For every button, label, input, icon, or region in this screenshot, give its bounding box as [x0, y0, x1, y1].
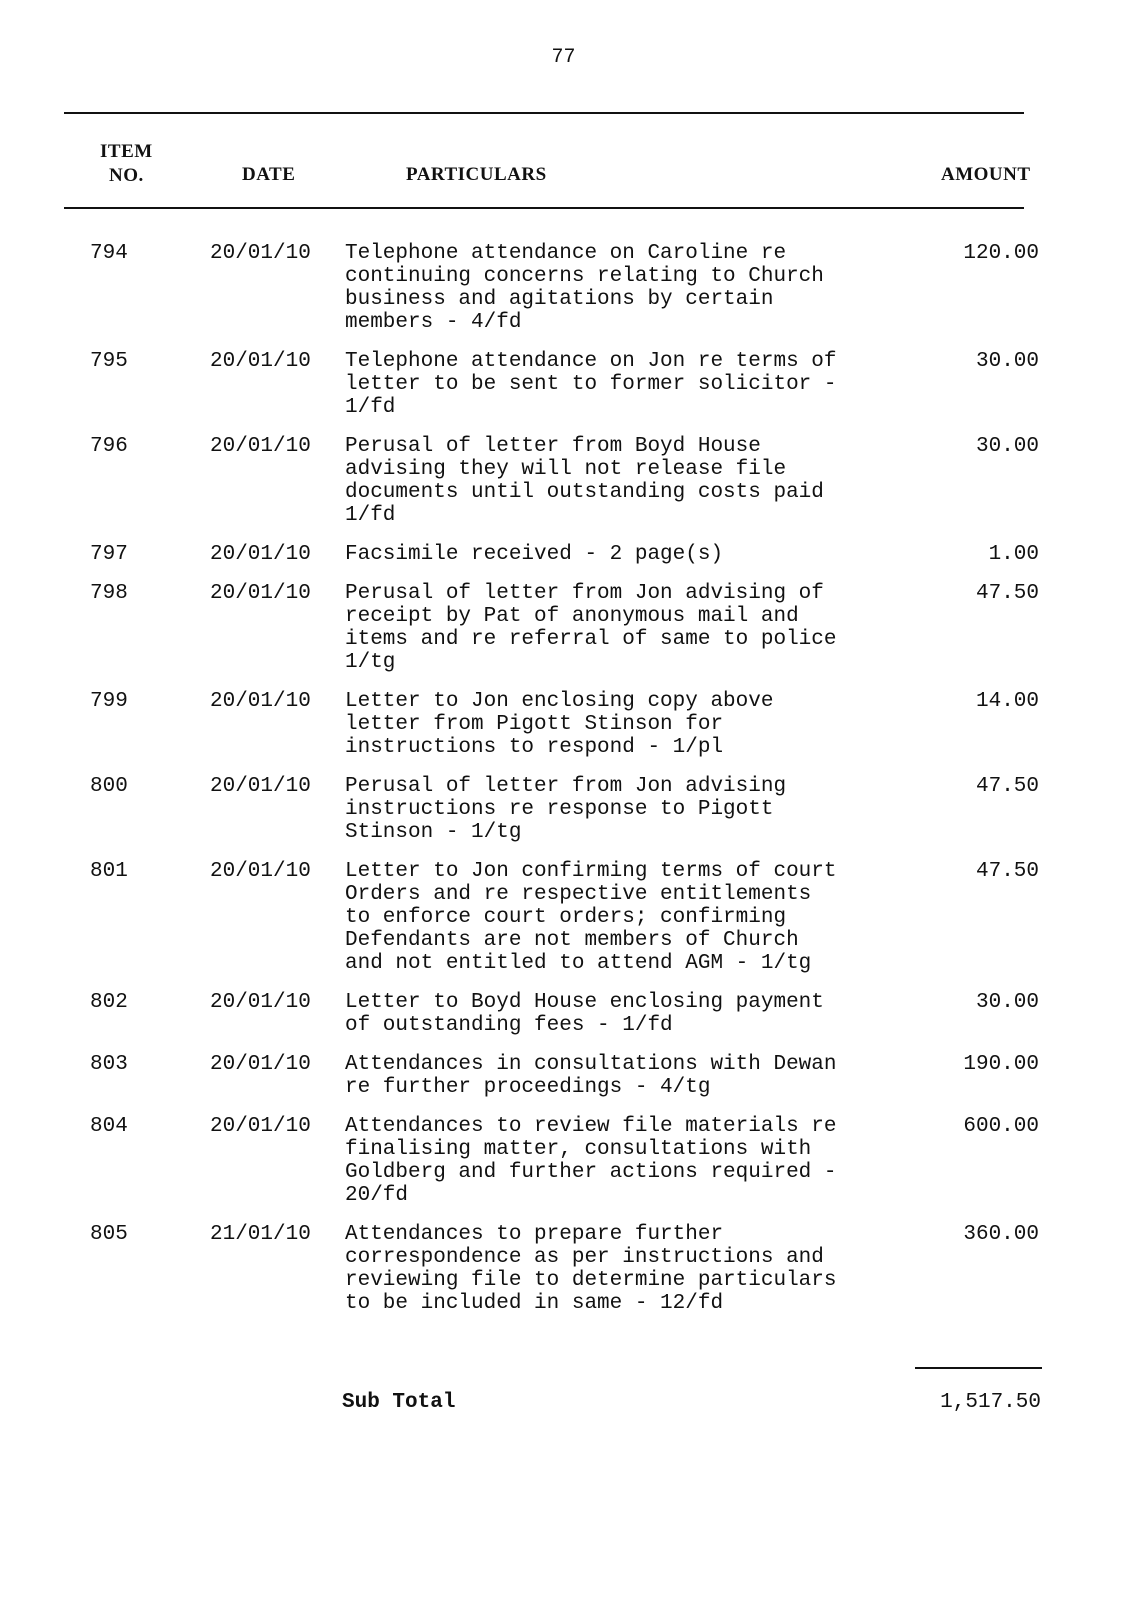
page-number: 77	[551, 46, 576, 69]
item-no: 799	[90, 690, 128, 713]
item-no: 803	[90, 1053, 128, 1076]
item-particulars: Letter to Jon confirming terms of court Orders and re respective entitlements to enforce court orders; confirming Defendants are not members of Church and not entitled to attend AGM - 1/tg	[345, 860, 837, 975]
item-no: 804	[90, 1115, 128, 1138]
item-particulars: Letter to Boyd House enclosing payment of outstanding fees - 1/fd	[345, 991, 824, 1037]
table-row	[0, 1053, 1127, 1099]
item-no: 801	[90, 860, 128, 883]
item-particulars: Attendances to prepare further correspondence as per instructions and reviewing file to determine particulars to be included in same - 12/fd	[345, 1223, 837, 1315]
item-amount: 47.50	[975, 860, 1039, 883]
item-particulars: Perusal of letter from Jon advising of receipt by Pat of anonymous mail and items and re referral of same to police 1/tg	[345, 582, 837, 674]
header-top-rule	[64, 112, 1024, 114]
item-amount: 600.00	[963, 1115, 1039, 1138]
item-no: 802	[90, 991, 128, 1014]
table-row	[0, 242, 1127, 334]
subtotal-amount: 1,517.50	[940, 1391, 1041, 1414]
item-amount: 30.00	[975, 991, 1039, 1014]
item-no: 796	[90, 435, 128, 458]
table-row	[0, 775, 1127, 844]
item-amount: 1.00	[988, 543, 1039, 566]
header-bottom-rule	[64, 207, 1024, 209]
item-particulars: Perusal of letter from Boyd House advising they will not release file documents until outstanding costs paid 1/fd	[345, 435, 824, 527]
item-no: 795	[90, 350, 128, 373]
item-no: 798	[90, 582, 128, 605]
item-amount: 47.50	[975, 582, 1039, 605]
table-row	[0, 435, 1127, 527]
item-particulars: Attendances in consultations with Dewan re further proceedings - 4/tg	[345, 1053, 837, 1099]
item-date: 20/01/10	[210, 1053, 311, 1076]
item-date: 20/01/10	[210, 1115, 311, 1138]
item-date: 20/01/10	[210, 690, 311, 713]
item-amount: 120.00	[963, 242, 1039, 265]
header-date: DATE	[242, 164, 296, 185]
item-amount: 360.00	[963, 1223, 1039, 1246]
item-amount: 47.50	[975, 775, 1039, 798]
subtotal-rule	[915, 1367, 1042, 1369]
item-particulars: Telephone attendance on Caroline re continuing concerns relating to Church business and agitations by certain members - 4/fd	[345, 242, 824, 334]
table-row	[0, 690, 1127, 759]
table-row	[0, 582, 1127, 674]
item-particulars: Letter to Jon enclosing copy above letter from Pigott Stinson for instructions to respond - 1/pl	[345, 690, 774, 759]
item-date: 20/01/10	[210, 582, 311, 605]
item-date: 21/01/10	[210, 1223, 311, 1246]
table-row	[0, 1223, 1127, 1315]
header-particulars: PARTICULARS	[406, 164, 547, 185]
item-amount: 190.00	[963, 1053, 1039, 1076]
table-row	[0, 350, 1127, 419]
item-no: 797	[90, 543, 128, 566]
item-date: 20/01/10	[210, 775, 311, 798]
item-amount: 14.00	[975, 690, 1039, 713]
item-date: 20/01/10	[210, 991, 311, 1014]
item-date: 20/01/10	[210, 860, 311, 883]
item-particulars: Perusal of letter from Jon advising instructions re response to Pigott Stinson - 1/tg	[345, 775, 787, 844]
item-date: 20/01/10	[210, 435, 311, 458]
table-row	[0, 991, 1127, 1037]
table-row	[0, 543, 1127, 566]
item-date: 20/01/10	[210, 350, 311, 373]
subtotal-label: Sub Total	[342, 1391, 456, 1414]
item-amount: 30.00	[975, 435, 1039, 458]
item-date: 20/01/10	[210, 543, 311, 566]
header-item-no	[100, 140, 153, 188]
item-particulars: Telephone attendance on Jon re terms of letter to be sent to former solicitor - 1/fd	[345, 350, 837, 419]
header-amount: AMOUNT	[941, 164, 1031, 185]
item-date: 20/01/10	[210, 242, 311, 265]
item-no: 805	[90, 1223, 128, 1246]
line-items	[0, 242, 1127, 1331]
item-amount: 30.00	[975, 350, 1039, 373]
item-no: 794	[90, 242, 128, 265]
item-no: 800	[90, 775, 128, 798]
header-item-line1: ITEM	[100, 141, 153, 162]
table-row	[0, 1115, 1127, 1207]
header-item-line2: NO.	[108, 165, 144, 186]
item-particulars: Facsimile received - 2 page(s)	[345, 543, 724, 566]
table-row	[0, 860, 1127, 975]
item-particulars: Attendances to review file materials re finalising matter, consultations with Goldberg and further actions required - 20/fd	[345, 1115, 837, 1207]
